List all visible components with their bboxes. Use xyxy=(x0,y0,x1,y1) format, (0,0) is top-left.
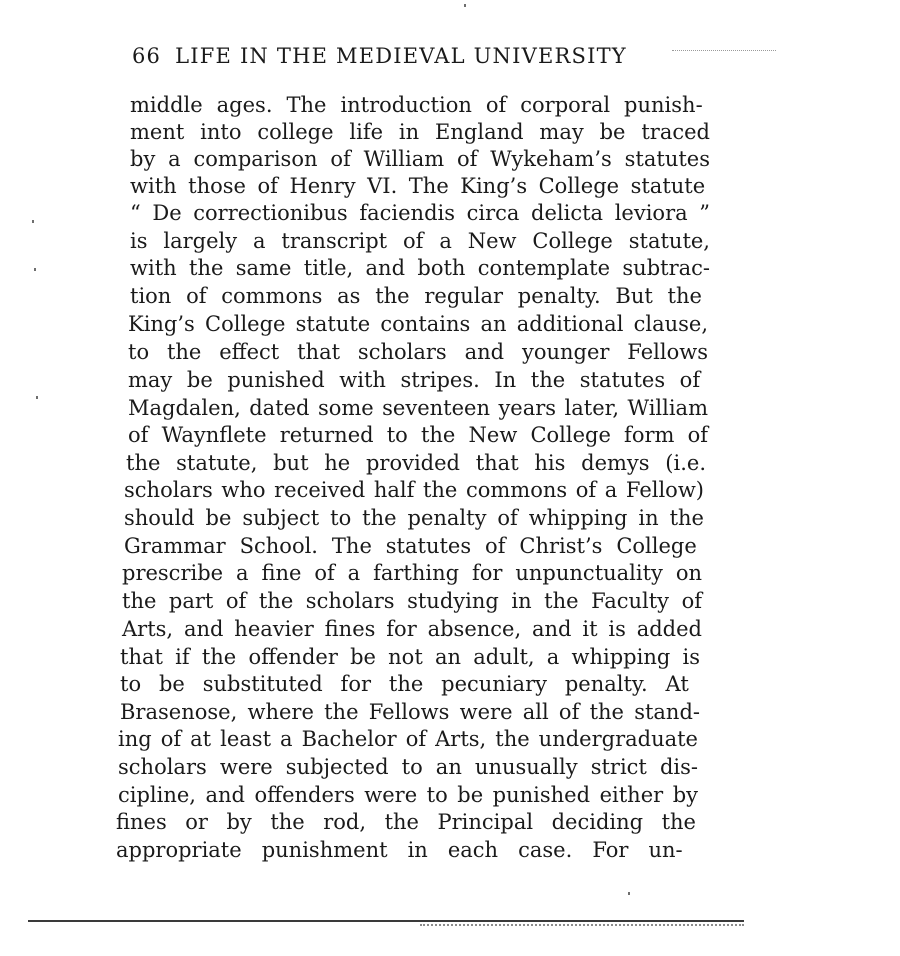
scan-speck xyxy=(34,268,36,271)
running-header xyxy=(132,44,692,76)
scan-speck xyxy=(628,892,630,895)
text-line: King’s College statute contains an additional clause, xyxy=(128,312,708,336)
text-line: by a comparison of William of Wykeham’s statutes xyxy=(130,147,710,171)
header-scan-artifact xyxy=(672,50,776,51)
text-line: appropriate punishment in each case. For un- xyxy=(116,838,683,862)
text-line: of Waynflete returned to the New College form of xyxy=(128,423,708,447)
text-line: Arts, and heavier fines for absence, and it is added xyxy=(122,617,702,641)
text-line: Grammar School. The statutes of Christ’s College xyxy=(124,534,697,558)
text-line: scholars were subjected to an unusually strict dis- xyxy=(118,755,698,779)
text-line: ing of at least a Bachelor of Arts, the undergraduate xyxy=(118,727,698,751)
text-line: that if the offender be not an adult, a whipping is xyxy=(120,645,700,669)
text-line: to the effect that scholars and younger Fellows xyxy=(128,340,708,364)
scan-speck xyxy=(36,396,38,399)
text-line: to be substituted for the pecuniary penalty. At xyxy=(120,672,689,696)
page-number: 66 xyxy=(132,44,162,68)
text-line: ment into college life in England may be traced xyxy=(130,120,710,144)
scan-speck xyxy=(464,4,466,7)
text-line: may be punished with stripes. In the statutes of xyxy=(128,368,701,392)
scan-edge-rule xyxy=(28,920,744,922)
text-line: prescribe a fine of a farthing for unpunctuality on xyxy=(122,561,702,585)
text-line: middle ages. The introduction of corporal punish- xyxy=(130,93,703,117)
text-line: with the same title, and both contemplate subtrac- xyxy=(130,256,710,280)
text-line: is largely a transcript of a New College statute, xyxy=(130,229,710,253)
text-line: Magdalen, dated some seventeen years later, William xyxy=(128,396,708,420)
running-title: LIFE IN THE MEDIEVAL UNIVERSITY xyxy=(175,44,627,68)
text-line: Brasenose, where the Fellows were all of the stand- xyxy=(120,700,700,724)
text-line: the statute, but he provided that his demys (i.e. xyxy=(126,451,706,475)
scan-speck xyxy=(32,220,34,223)
text-line: fines or by the rod, the Principal deciding the xyxy=(116,810,696,834)
scan-edge-noise xyxy=(420,924,744,932)
text-line: with those of Henry VI. The King’s College statute xyxy=(130,174,706,198)
text-line: should be subject to the penalty of whipping in the xyxy=(124,506,704,530)
text-line: the part of the scholars studying in the Faculty of xyxy=(122,589,702,613)
text-line: “ De correctionibus faciendis circa delicta leviora ” xyxy=(130,201,710,225)
text-line: tion of commons as the regular penalty. But the xyxy=(130,284,702,308)
text-line: cipline, and offenders were to be punished either by xyxy=(118,783,698,807)
text-line: scholars who received half the commons of a Fellow) xyxy=(124,478,704,502)
